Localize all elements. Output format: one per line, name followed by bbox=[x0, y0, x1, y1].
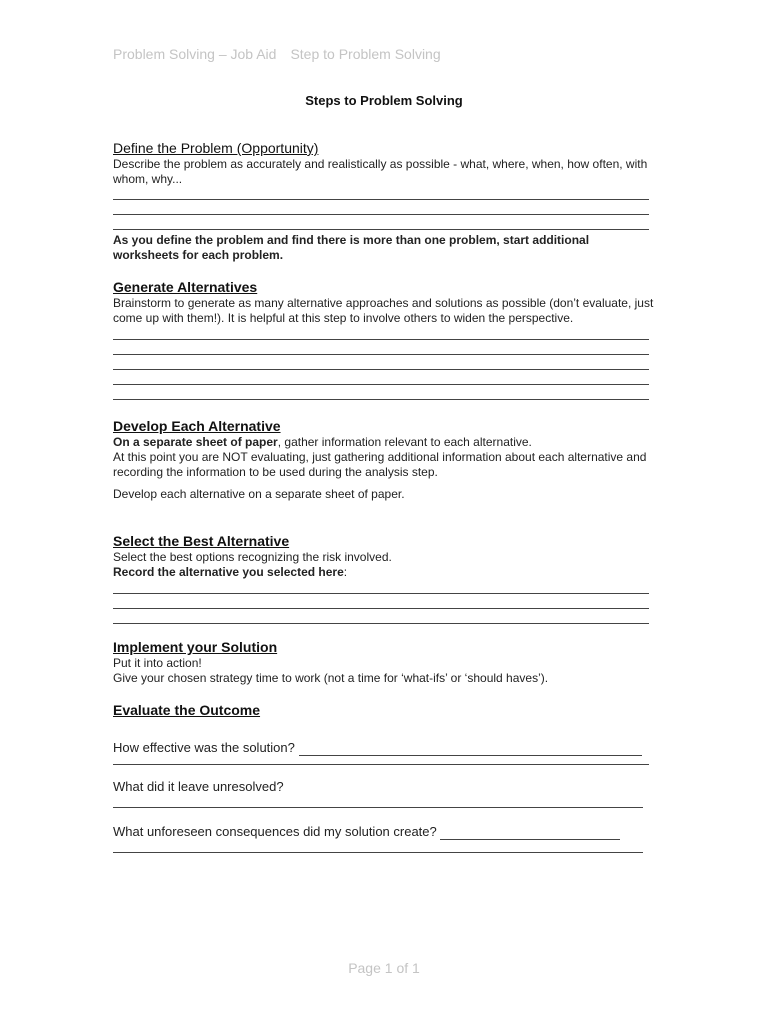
develop-note: Develop each alternative on a separate sheet of paper. bbox=[113, 487, 405, 501]
select-answer-line[interactable] bbox=[113, 609, 649, 624]
develop-lead bbox=[113, 435, 658, 450]
select-answer-line[interactable] bbox=[113, 579, 649, 594]
document-title: Steps to Problem Solving bbox=[305, 93, 463, 108]
generate-heading: Generate Alternatives bbox=[113, 279, 258, 295]
define-description: Describe the problem as accurately and realistically as possible - what, where, when, how often, with whom, why... bbox=[113, 157, 648, 186]
evaluate-q3-answer-line[interactable] bbox=[113, 840, 643, 853]
evaluate-q1-answer-line[interactable] bbox=[113, 756, 649, 765]
worksheet-body bbox=[113, 139, 658, 853]
evaluate-question-2 bbox=[113, 779, 658, 795]
develop-heading: Develop Each Alternative bbox=[113, 418, 281, 434]
evaluate-q2-text: What did it leave unresolved? bbox=[113, 779, 284, 794]
define-answer-line[interactable] bbox=[113, 185, 649, 200]
select-description: Select the best options recognizing the risk involved. bbox=[113, 550, 392, 564]
page-number: Page 1 of 1 bbox=[348, 960, 420, 976]
select-record-label bbox=[113, 565, 658, 580]
section-generate bbox=[113, 278, 658, 400]
page-header bbox=[113, 46, 441, 62]
define-heading: Define the Problem (Opportunity) bbox=[113, 140, 319, 156]
evaluate-heading: Evaluate the Outcome bbox=[113, 702, 261, 718]
generate-answer-line[interactable] bbox=[113, 370, 649, 385]
generate-answer-line[interactable] bbox=[113, 355, 649, 370]
select-heading: Select the Best Alternative bbox=[113, 533, 290, 549]
define-answer-line[interactable] bbox=[113, 200, 649, 215]
evaluate-q3-text: What unforeseen consequences did my solution create? bbox=[113, 824, 437, 839]
header-section: Step to Problem Solving bbox=[290, 46, 441, 62]
generate-description: Brainstorm to generate as many alternative approaches and solutions as possible (don’t evaluate, just come up with them!). It is helpful at this step to involve others to widen the perspective. bbox=[113, 296, 654, 325]
section-select bbox=[113, 532, 658, 624]
evaluate-q1-text: How effective was the solution? bbox=[113, 740, 295, 755]
evaluate-q3-inline-line[interactable] bbox=[440, 827, 620, 840]
select-answer-line[interactable] bbox=[113, 594, 649, 609]
evaluate-question-3 bbox=[113, 824, 658, 840]
generate-answer-line[interactable] bbox=[113, 385, 649, 400]
develop-description: At this point you are NOT evaluating, just gathering additional information about each alternative and recording the information to be used during the analysis step. bbox=[113, 450, 647, 479]
evaluate-q2-answer-line[interactable] bbox=[113, 795, 643, 808]
section-develop bbox=[113, 417, 658, 502]
define-note: As you define the problem and find there is more than one problem, start additional worksheets for each problem. bbox=[113, 233, 590, 262]
section-define bbox=[113, 139, 658, 263]
implement-line2: Give your chosen strategy time to work (not a time for ‘what-ifs’ or ‘should haves’). bbox=[113, 671, 549, 685]
select-record-colon: : bbox=[343, 565, 348, 579]
header-doc-name: Problem Solving – Job Aid bbox=[113, 46, 277, 62]
implement-line1: Put it into action! bbox=[113, 656, 202, 670]
implement-heading: Implement your Solution bbox=[113, 639, 278, 655]
select-record-text: Record the alternative you selected here bbox=[113, 565, 344, 579]
generate-answer-line[interactable] bbox=[113, 325, 649, 340]
develop-lead-rest: , gather information relevant to each alternative. bbox=[277, 435, 532, 449]
evaluate-q1-inline-line[interactable] bbox=[299, 743, 642, 756]
define-answer-line[interactable] bbox=[113, 215, 649, 230]
generate-answer-line[interactable] bbox=[113, 340, 649, 355]
section-evaluate bbox=[113, 701, 658, 853]
develop-lead-bold: On a separate sheet of paper bbox=[113, 435, 278, 449]
evaluate-question-1 bbox=[113, 740, 658, 756]
section-implement bbox=[113, 638, 658, 686]
